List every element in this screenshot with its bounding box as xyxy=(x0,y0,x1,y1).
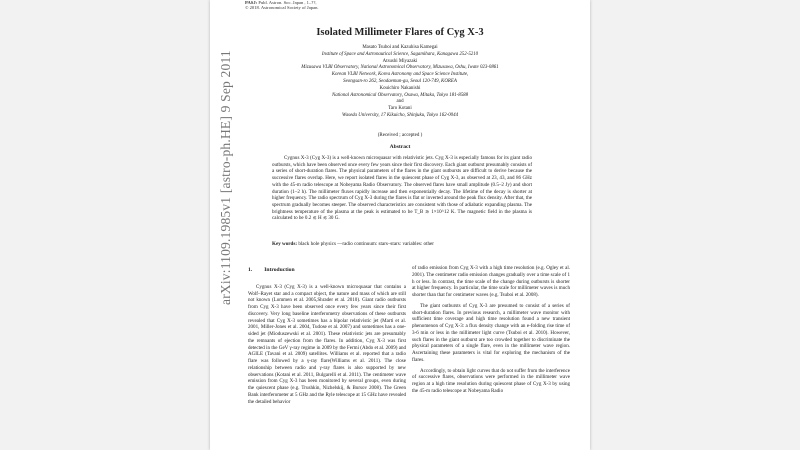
section-title: Introduction xyxy=(264,267,295,273)
body-paragraph: of radio emission from Cyg X-3 with a high time resolution (e.g. Ogley et al. 2001). The centimeter radio emission changes gradually over a time scale of 1 h or less. In contrast, the time scale of the change during outbursts is shorter at higher frequency. In particular, the time scale for millimeter waves is much shorter than that for centimeter waves (e.g. Tsuboi et al. 2008). xyxy=(412,265,570,298)
author-name: Taro Kotani xyxy=(388,106,412,112)
keywords-label: Key words: xyxy=(272,241,298,247)
paper-page xyxy=(210,0,590,450)
author-affiliation: Institute of Space and Astronautical Science, Sagamihara, Kanagawa 252-5210 xyxy=(321,51,479,57)
paper-title: Isolated Millimeter Flares of Cyg X-3 xyxy=(316,27,484,38)
abstract-text: Cygnus X-3 (Cyg X-3) is a well-known microquasar with relativistic jets. Cyg X-3 is especially famous for its giant radio outbursts, which have been observed once every few years since their first discovery. Each giant outburst presumably consists of a series of short-duration flares. The physical parameters of the flares in the giant outbursts are difficult to derive because the successive flares overlap. Here, we report isolated flares in the quiescent phase of Cyg X-3, as observed at 23, 43, and 86 GHz with the 45-m radio telescope at Nobeyama Radio Observatory. The observed flares have small amplitude (0.5–2 Jy) and short duration (1–2 h). The millimeter fluxes rapidly increase and then exponentially decay. The lifetime of the decay is shorter at higher frequency. The radio spectrum of Cyg X-3 during the flares is flat or inverted around the peak flux density. After that, the spectrum gradually becomes steeper. The observed characteristics are consistent with those of adiabatic expanding plasma. The brightness temperature of the plasma at the peak is estimated to be T_B ≳ 1×10^12 K. The magnetic field in the plasma is calculated to be 0.2 ≲ H ≲ 30 G. xyxy=(272,155,532,222)
arxiv-stamp: arXiv:1109.1985v1 [astro-ph.HE] 9 Sep 2011 xyxy=(218,50,233,305)
body-paragraph: Accordingly, to obtain light curves that do not suffer from the interference of successive flares, observations were performed in the millimeter wave region at a high time resolution during quiescent phase of Cyg X-3 by using the 45-m radio telescope at Nobeyama Radio xyxy=(412,367,570,394)
author-affiliation: National Astronomical Observatory, Osawa, Mitaka, Tokyo 181-8588 xyxy=(331,92,469,98)
author-name: Kouichiro Nakanishi xyxy=(379,85,421,91)
author-affiliation: Mizusawa VLBI Observatory, National Astronomical Observatory, Mizusawa, Oshu, Iwate 023-0861 xyxy=(301,65,499,71)
journal-name: PASJ: xyxy=(245,0,258,5)
author-name: Atsushi Miyazaki xyxy=(382,58,418,64)
section-number: 1. xyxy=(248,267,253,273)
received-line: (Received ; accepted ) xyxy=(377,133,423,138)
body-paragraph: Cygnus X-3 (Cyg X-3) is a well-known microquasar that contains a Wolf–Rayet star and a compact object, the nature and mass of which are still not known (Lommen et al. 2005,Shrader et al. 2010). Giant radio outbursts from Cyg X-3 have been observed once every few years since their first discovery. Very long baseline interferometry observations of these outbursts revealed that Cyg X-3 sometimes has a bipolar relativistic jet (Marti et al. 2001, Miller-Jones et al. 2004, Tudose et al. 2007) and sometimes has a one-sided jet (Mioduszewski et al. 2001). These relativistic jets are presumably the remnants of ejection from the flares. In addition, Cyg X-3 was first detected in the GeV γ-ray regime in 2009 by the Fermi (Abdo et al. 2009) and AGILE (Tavani et al. 2009) satellites. Williams et al. reported that a radio flare was followed by a γ-ray flare(Williams et al. 2011). The close relationship between radio and γ-ray flares is also supported by new observations (Kotani et al. 2011, Bulgarelli et al. 2011). The centimeter wave emission from Cyg X-3 has been monitored by several groups, even during the quiescent phase (e.g. Trushkin, Nizhelskij, & Bursov 2008). The Green Bank interferometer at 5 GHz and the Ryle telescope at 15 GHz have revealed the detailed behavior xyxy=(248,283,407,405)
author-name: Masato Tsuboi and Kazuhisa Kamegai xyxy=(362,45,438,50)
author-affiliation: Seongsan-ro 262, Seodaemun-gu, Seoul 120-749, KOREA xyxy=(343,78,457,84)
section-heading xyxy=(248,267,406,274)
author-affiliation: Waseda University, 17 Kikuicho, Shinjuku, Tokyo 162-0044 xyxy=(341,112,459,118)
keywords-line xyxy=(272,241,532,247)
author-affiliation: Korean VLBI Network, Korea Astronomy and Space Science Institute, xyxy=(331,72,469,78)
left-column xyxy=(248,267,406,409)
right-column xyxy=(412,265,570,399)
author-block xyxy=(250,45,550,120)
journal-header xyxy=(245,0,319,10)
keywords-text: black hole physics —radio continuum: stars–stars: variables: other xyxy=(298,241,434,247)
body-paragraph: The giant outbursts of Cyg X-3 are presumed to consist of a series of short-duration flares. In previous research, a millimeter wave monitor with sufficient time coverage and high time resolution found a new transient phenomenon of Cyg X-3: a flux density change with an e-folding rise time of 3-6 min or less in the millimeter light curve (Tsuboi et al. 2010). However, such flares in the giant outburst are too crowded together to discriminate the physical parameters of a single flare, even in the millimeter wave region. Ascertaining these parameters is vital for exploring the mechanism of the flares. xyxy=(412,302,570,363)
copyright-line: © 2018. Astronomical Society of Japan. xyxy=(245,5,319,11)
author-conjunction: and xyxy=(396,99,404,105)
abstract-heading: Abstract xyxy=(389,144,411,150)
journal-citation: Publ. Astron. Soc. Japan , 1–??, xyxy=(257,0,317,5)
